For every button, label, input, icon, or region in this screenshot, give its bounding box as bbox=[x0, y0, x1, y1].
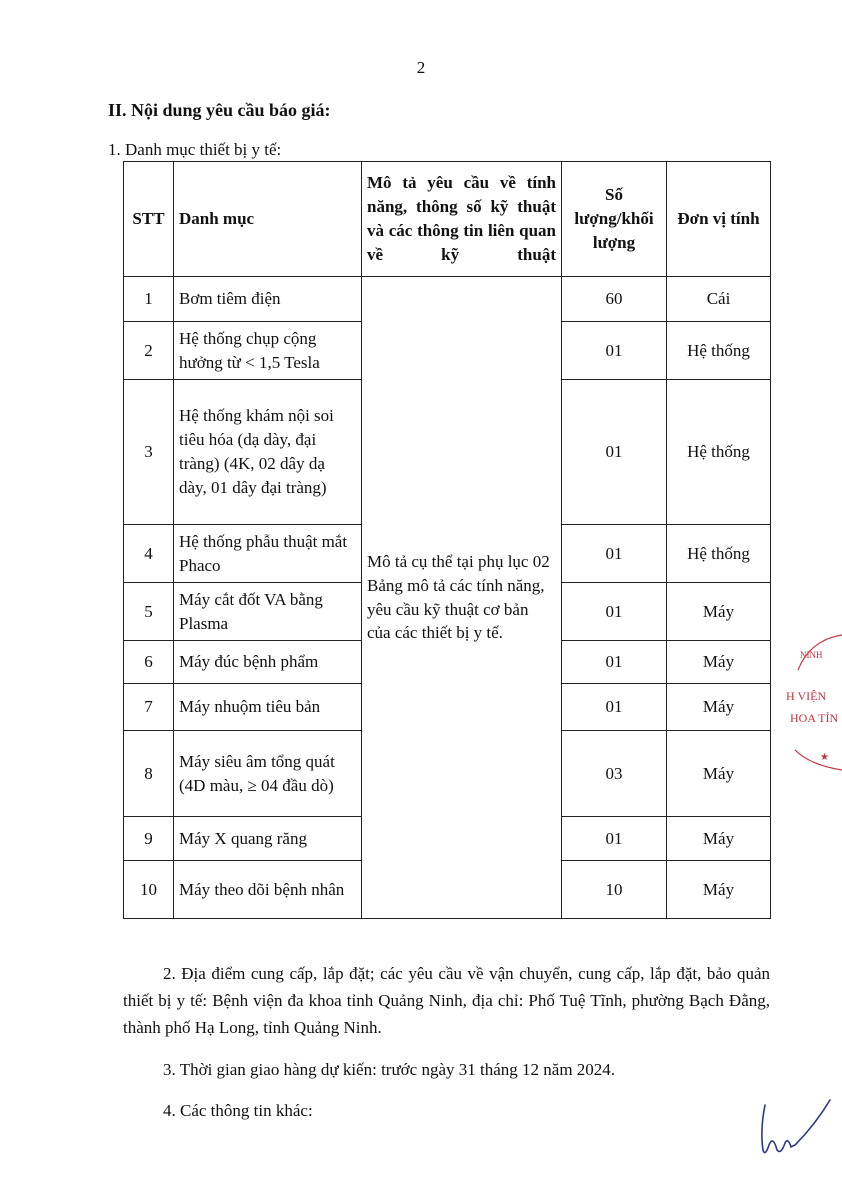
row-stt: 3 bbox=[124, 380, 174, 525]
equipment-table bbox=[123, 161, 771, 919]
seal-line-1: NINH bbox=[800, 650, 823, 660]
seal-line-3: HOA TỈN bbox=[790, 711, 839, 725]
header-description: Mô tả yêu cầu về tính năng, thông số kỹ thuật và các thông tin liên quan về kỹ thuật bbox=[362, 162, 562, 277]
row-stt: 7 bbox=[124, 684, 174, 731]
header-stt: STT bbox=[124, 162, 174, 277]
row-unit: Máy bbox=[667, 684, 771, 731]
row-quantity: 60 bbox=[562, 277, 667, 322]
row-name: Máy nhuộm tiêu bản bbox=[174, 684, 362, 731]
list-heading: 1. Danh mục thiết bị y tế: bbox=[108, 140, 282, 159]
row-stt: 2 bbox=[124, 322, 174, 380]
row-name: Máy cắt đốt VA bằng Plasma bbox=[174, 583, 362, 641]
row-unit: Máy bbox=[667, 583, 771, 641]
row-unit: Hệ thống bbox=[667, 380, 771, 525]
row-quantity: 03 bbox=[562, 731, 667, 817]
header-quantity: Số lượng/khối lượng bbox=[562, 162, 667, 277]
row-name: Máy đúc bệnh phẩm bbox=[174, 641, 362, 684]
row-stt: 10 bbox=[124, 861, 174, 919]
row-stt: 9 bbox=[124, 817, 174, 861]
row-unit: Hệ thống bbox=[667, 525, 771, 583]
row-name: Máy X quang răng bbox=[174, 817, 362, 861]
row-unit: Hệ thống bbox=[667, 322, 771, 380]
paragraph-delivery-location: 2. Địa điểm cung cấp, lắp đặt; các yêu cầu về vận chuyển, cung cấp, lắp đặt, bảo quản thiết bị y tế: Bệnh viện đa khoa tỉnh Quảng Ninh, địa chỉ: Phố Tuệ Tĩnh, phường Bạch Đằng, thành phố Hạ Long, tỉnh Quảng Ninh. bbox=[123, 964, 770, 1038]
header-unit: Đơn vị tính bbox=[667, 162, 771, 277]
paragraph-delivery-time: 3. Thời gian giao hàng dự kiến: trước ngày 31 tháng 12 năm 2024. bbox=[163, 1060, 616, 1079]
row-quantity: 01 bbox=[562, 583, 667, 641]
row-quantity: 01 bbox=[562, 380, 667, 525]
signature-icon bbox=[755, 1095, 835, 1165]
row-quantity: 01 bbox=[562, 817, 667, 861]
table-row bbox=[124, 277, 771, 322]
row-name: Máy siêu âm tổng quát (4D màu, ≥ 04 đầu dò) bbox=[174, 731, 362, 817]
description-cell: Mô tả cụ thể tại phụ lục 02 Bảng mô tả các tính năng, yêu cầu kỹ thuật cơ bản của các thiết bị y tế. bbox=[362, 277, 562, 919]
row-stt: 6 bbox=[124, 641, 174, 684]
seal-star-icon: ★ bbox=[820, 752, 829, 763]
seal-line-2: H VIỆN bbox=[786, 689, 827, 703]
row-unit: Máy bbox=[667, 817, 771, 861]
row-stt: 8 bbox=[124, 731, 174, 817]
row-name: Hệ thống chụp cộng hưởng từ < 1,5 Tesla bbox=[174, 322, 362, 380]
row-quantity: 01 bbox=[562, 684, 667, 731]
row-unit: Cái bbox=[667, 277, 771, 322]
row-name: Bơm tiêm điện bbox=[174, 277, 362, 322]
paragraph-other-info: 4. Các thông tin khác: bbox=[163, 1101, 313, 1120]
header-name: Danh mục bbox=[174, 162, 362, 277]
row-quantity: 01 bbox=[562, 525, 667, 583]
section-heading: II. Nội dung yêu cầu báo giá: bbox=[108, 100, 331, 120]
row-stt: 1 bbox=[124, 277, 174, 322]
official-seal-icon bbox=[780, 630, 842, 780]
row-name: Máy theo dõi bệnh nhân bbox=[174, 861, 362, 919]
row-quantity: 01 bbox=[562, 322, 667, 380]
row-stt: 5 bbox=[124, 583, 174, 641]
row-name: Hệ thống phẫu thuật mắt Phaco bbox=[174, 525, 362, 583]
row-unit: Máy bbox=[667, 731, 771, 817]
page-number: 2 bbox=[416, 58, 426, 77]
row-quantity: 01 bbox=[562, 641, 667, 684]
row-quantity: 10 bbox=[562, 861, 667, 919]
row-name: Hệ thống khám nội soi tiêu hóa (dạ dày, đại tràng) (4K, 02 dây dạ dày, 01 dây đại tràng) bbox=[174, 380, 362, 525]
row-unit: Máy bbox=[667, 641, 771, 684]
row-unit: Máy bbox=[667, 861, 771, 919]
row-stt: 4 bbox=[124, 525, 174, 583]
